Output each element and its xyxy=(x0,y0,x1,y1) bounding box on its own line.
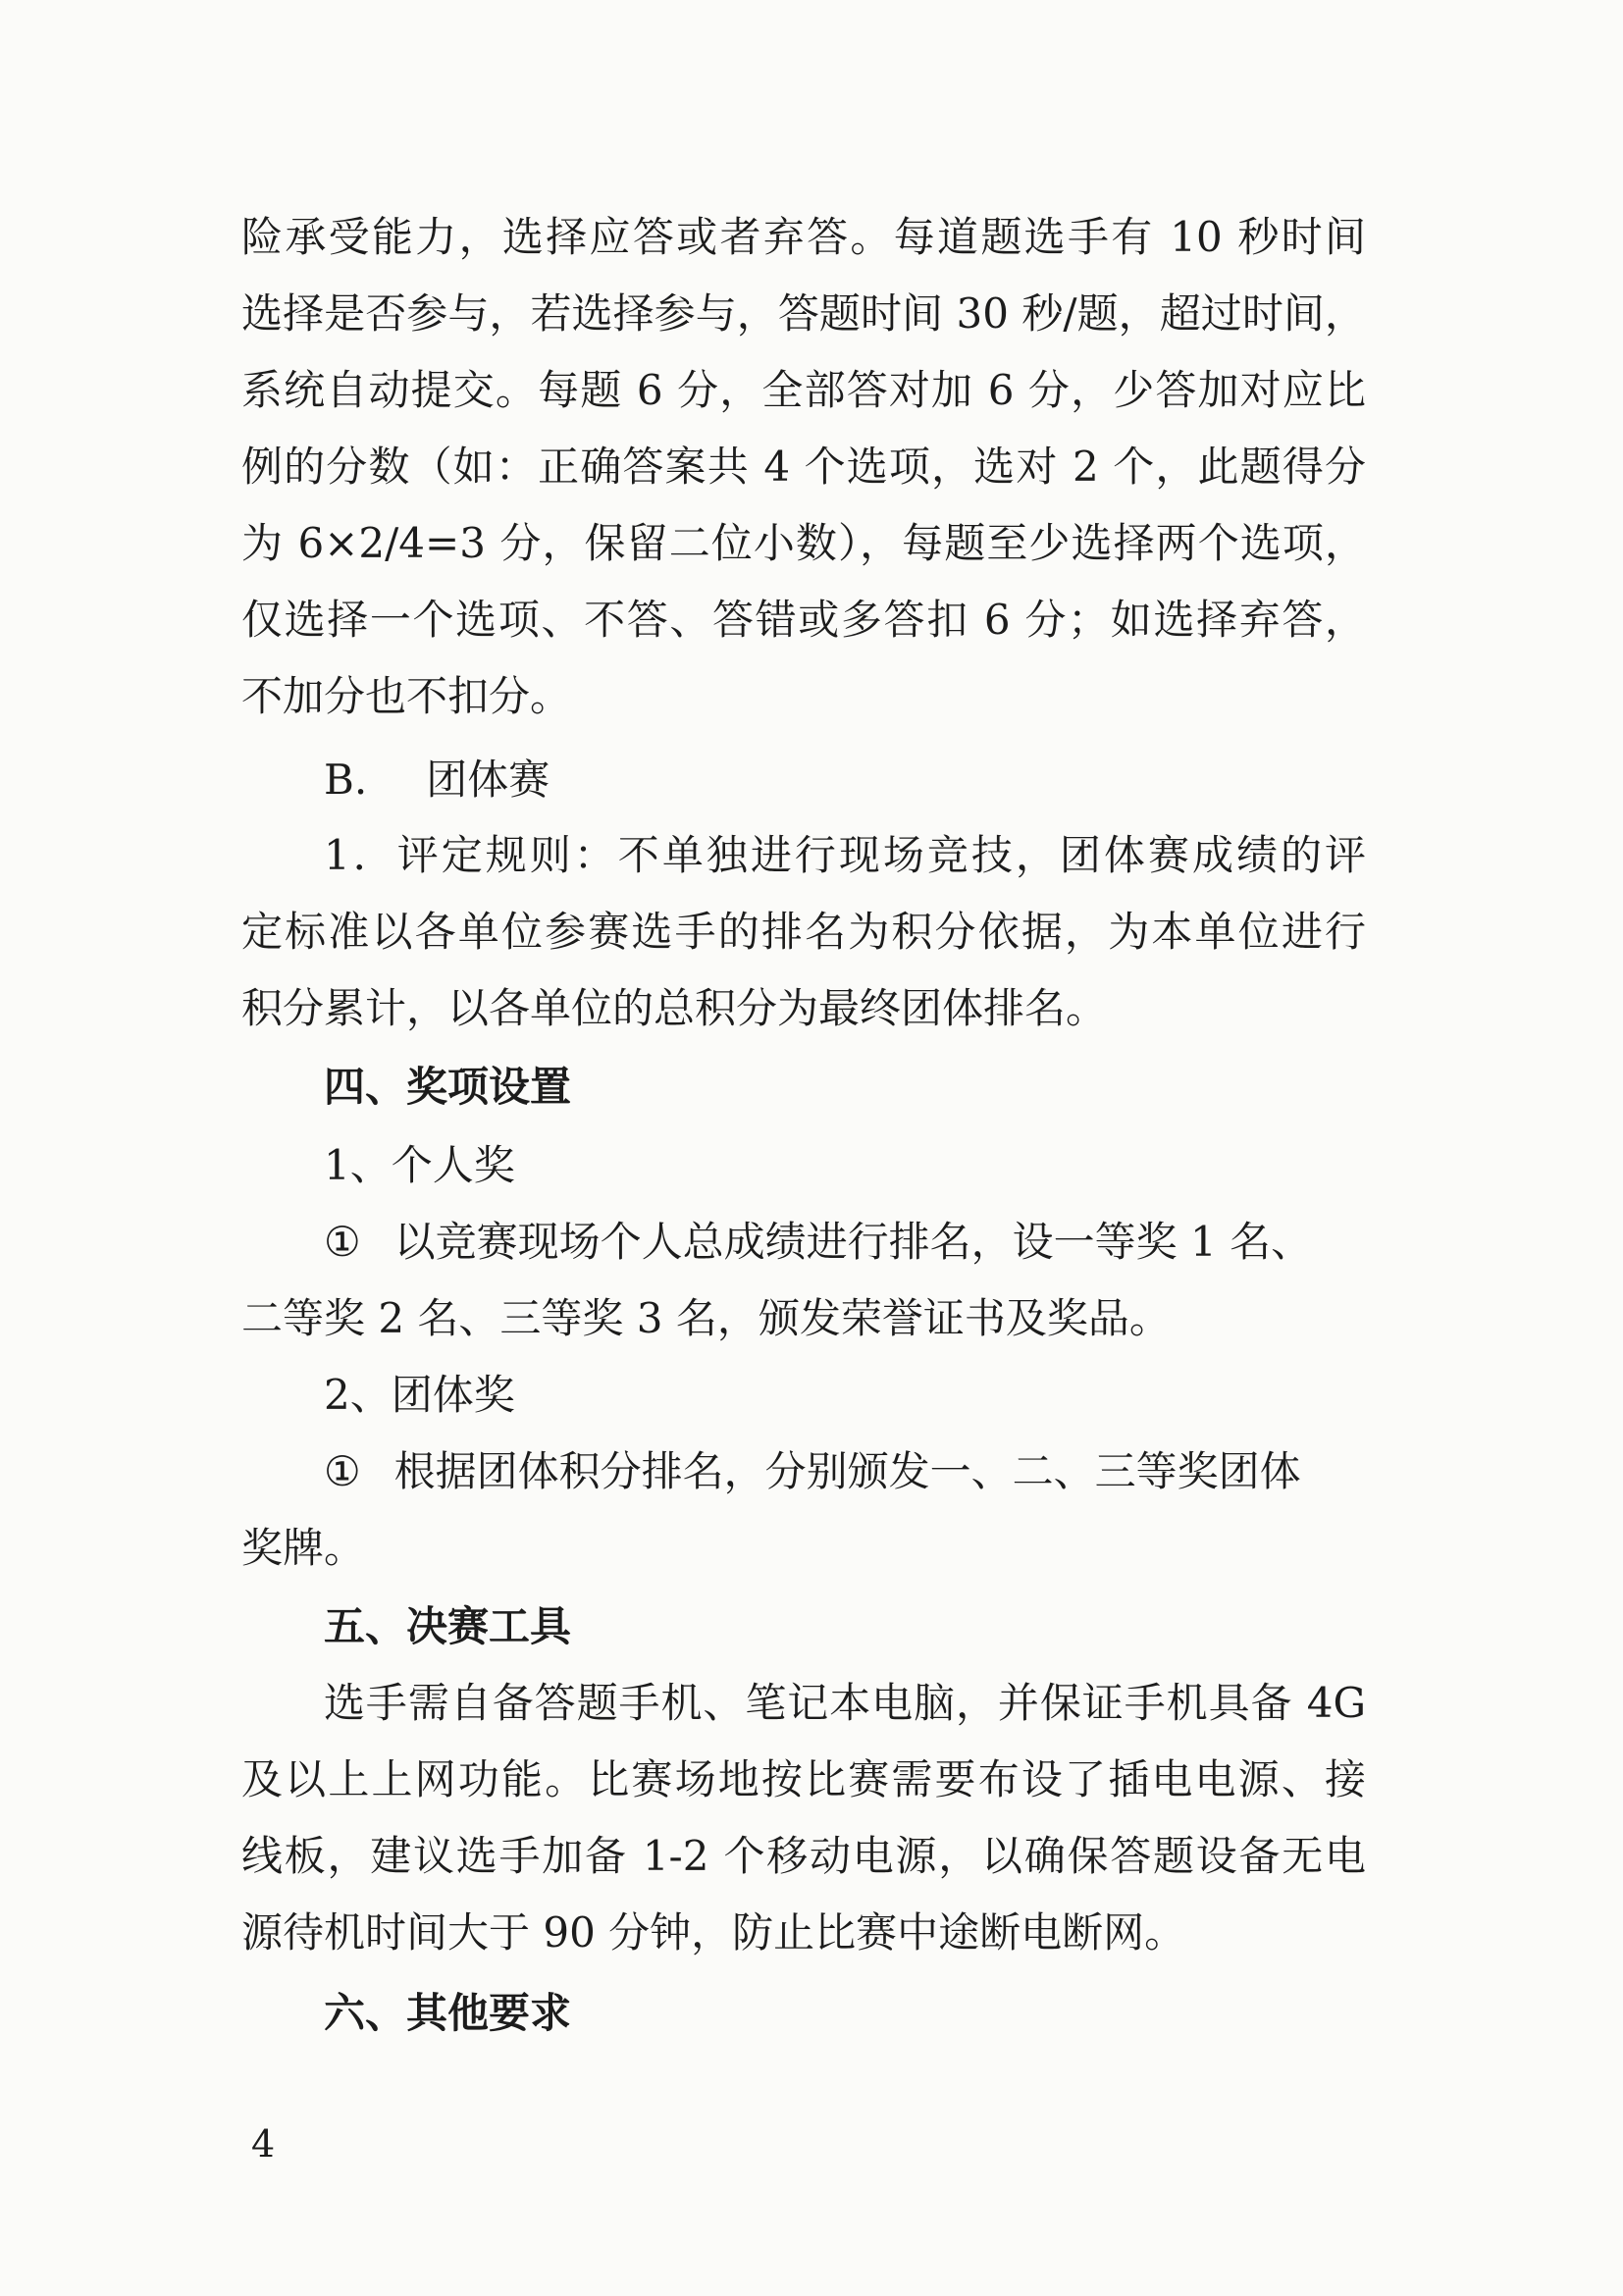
circled-number: ① xyxy=(324,1218,361,1266)
section-letter: B. xyxy=(324,756,368,804)
section-b-heading xyxy=(324,751,550,809)
paragraph-line: 例的分数（如：正确答案共 4 个选项，选对 2 个，此题得分 xyxy=(241,443,1366,491)
award-personal-item xyxy=(324,1213,1312,1272)
paragraph-line: 1．评定规则：不单独进行现场竞技，团体赛成绩的评 xyxy=(324,831,1366,879)
paragraph-line: 仅选择一个选项、不答、答错或多答扣 6 分；如选择弃答， xyxy=(241,596,1366,644)
paragraph-line: 以竞赛现场个人总成绩进行排名，设一等奖 1 名、 xyxy=(393,1218,1313,1266)
heading-other: 六、其他要求 xyxy=(324,1989,572,2037)
paragraph-line: 奖牌。 xyxy=(241,1524,366,1572)
heading-tools: 五、决赛工具 xyxy=(324,1602,572,1650)
page-number: 4 xyxy=(251,2122,276,2166)
paragraph-line: 线板，建议选手加备 1-2 个移动电源，以确保答题设备无电 xyxy=(241,1832,1366,1880)
award-team-item xyxy=(324,1442,1301,1501)
paragraph-line: 不加分也不扣分。 xyxy=(241,672,572,720)
paragraph-line: 选择是否参与，若选择参与，答题时间 30 秒/题，超过时间， xyxy=(241,289,1366,338)
paragraph-line: 源待机时间大于 90 分钟，防止比赛中途断电断网。 xyxy=(241,1908,1186,1957)
paragraph-line: 二等奖 2 名、三等奖 3 名，颁发荣誉证书及奖品。 xyxy=(241,1294,1171,1342)
circled-number: ① xyxy=(324,1447,361,1495)
paragraph-line: 险承受能力，选择应答或者弃答。每道题选手有 10 秒时间 xyxy=(241,213,1366,261)
paragraph-line: 为 6×2/4=3 分，保留二位小数），每题至少选择两个选项， xyxy=(241,519,1366,567)
paragraph-line: 积分累计，以各单位的总积分为最终团体排名。 xyxy=(241,984,1108,1032)
paragraph-line: 及以上上网功能。比赛场地按比赛需要布设了插电电源、接 xyxy=(241,1755,1366,1803)
paragraph-line: 选手需自备答题手机、笔记本电脑，并保证手机具备 4G xyxy=(324,1679,1366,1727)
section-title: 团体赛 xyxy=(426,756,550,804)
award-personal-label: 1、个人奖 xyxy=(324,1141,515,1189)
heading-awards: 四、奖项设置 xyxy=(324,1063,572,1111)
paragraph-line: 定标准以各单位参赛选手的排名为积分依据，为本单位进行 xyxy=(241,908,1366,956)
award-team-label: 2、团体奖 xyxy=(324,1371,515,1419)
paragraph-line: 系统自动提交。每题 6 分，全部答对加 6 分，少答加对应比 xyxy=(241,366,1366,414)
paragraph-line: 根据团体积分排名，分别颁发一、二、三等奖团体 xyxy=(393,1447,1301,1495)
